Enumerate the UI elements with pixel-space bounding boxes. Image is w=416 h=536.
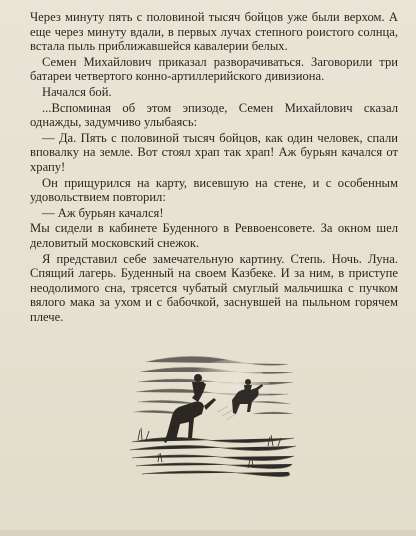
paragraph: Он прищурился на карту, висевшую на стене, и с особенным удовольствием повторил:: [30, 175, 398, 205]
paragraph: Я представил себе замечательную картину. Степь. Ночь. Луна. Спящий лагерь. Буденный на своем Казбеке. И за ним, в приступе неодолимого сна, трясется чубатый смуглый мальчишка с пучком вялого мака за ухом и с бабочкой, заснувшей на пыльном горячем плече.: [30, 251, 398, 324]
paragraph: Мы сидели в кабинете Буденного в Реввоенсовете. За окном шел деловитый московский снежок.: [30, 221, 398, 250]
horseman-illustration: [128, 342, 298, 482]
paragraph: ...Вспоминая об этом эпизоде, Семен Михайлович сказал однажды, задумчиво улыбаясь:: [30, 100, 398, 130]
paragraph: — Аж бурьян качался!: [42, 205, 164, 220]
paragraph: Через минуту пять с половиной тысяч бойцов уже были верхом. А еще через минуту вдали, в первых лучах степного роистого солнца, встала пыль приближавшейся кавалерии белых.: [30, 10, 398, 54]
page-text: [30, 10, 398, 325]
paragraph: Начался бой.: [42, 84, 112, 99]
page-bottom-edge: [0, 530, 416, 536]
paragraph: Семен Михайлович приказал разворачиваться. Заговорили три батареи четвертого конно-артиллерийского дивизиона.: [30, 54, 398, 84]
paragraph: — Да. Пять с половиной тысяч бойцов, как один человек, спали вповалку на земле. Вот стоял храп так храп! Аж бурьян качался от храпу!: [30, 130, 398, 174]
ground-hatching: [130, 437, 296, 476]
